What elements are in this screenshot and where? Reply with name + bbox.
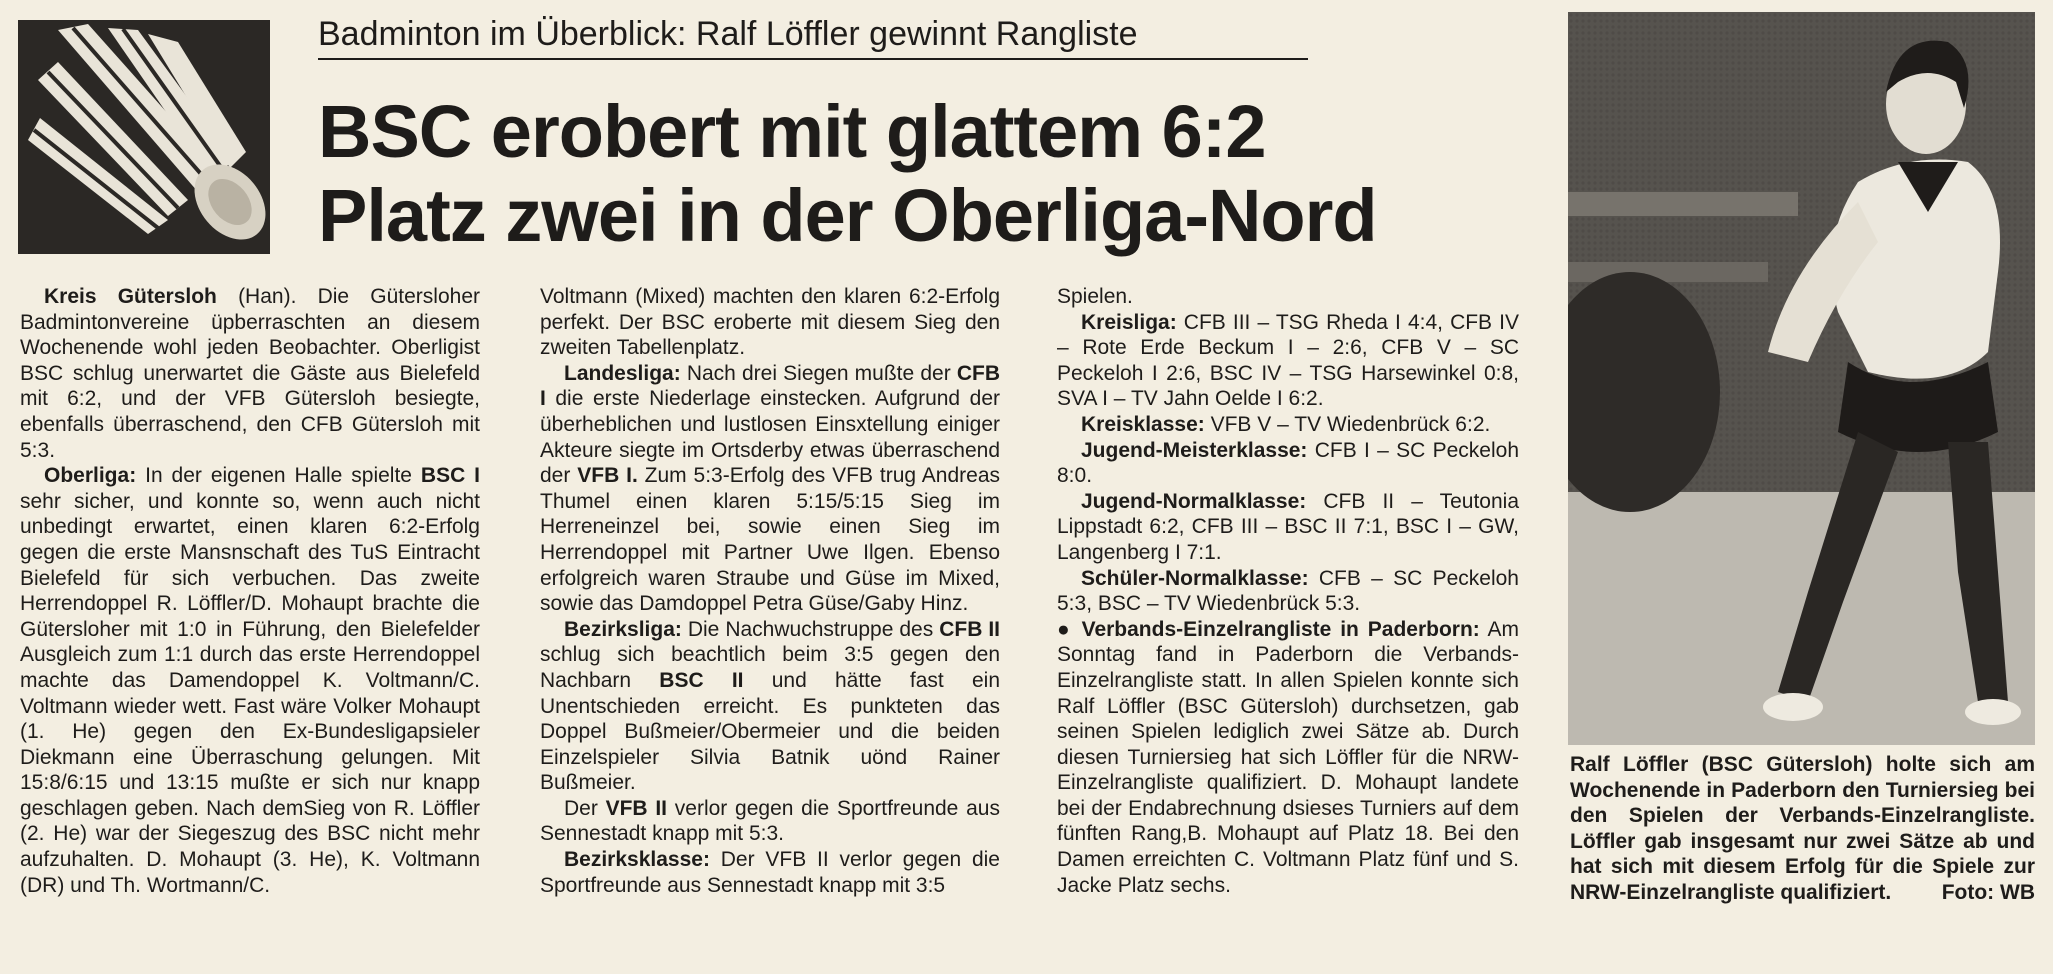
paragraph-jugend-normalklasse: Jugend-Normalklasse: CFB II – Teutonia Lippstadt 6:2, CFB III – BSC II 7:1, BSC I – GW, Langenberg I 7:1. (1057, 489, 1519, 564)
paragraph-bezirksliga: Bezirksliga: Die Nachwuchstruppe des CFB II schlug sich beachtlich beim 3:5 gegen den Nachbarn BSC II und hätte fast ein Unentschieden erreicht. Es punkteten das Doppel Bußmeier/Obermeier und die beiden Einzelspieler Silvia Batnik uönd Rainer Bußmeier. (540, 617, 1001, 795)
paragraph-vfb-ii: Der VFB II verlor gegen die Sportfreunde aus Sennestadt knapp mit 5:3. (540, 796, 1000, 846)
player-photo (1568, 12, 2035, 745)
headline-line-1: BSC erobert mit glattem 6:2 (318, 90, 1266, 173)
paragraph-kreisliga: Kreisliga: CFB III – TSG Rheda I 4:4, CFB IV – Rote Erde Beckum I – 2:6, CFB V – SC Peckeloh I 2:6, BSC IV – TSG Harsewinkel 0:8, SVA I – TV Jahn Oelde I 6:2. (1057, 310, 1519, 411)
main-headline (318, 90, 1518, 258)
paragraph-landesliga: Landesliga: Nach drei Siegen mußte der CFB I die erste Niederlage einstecken. Aufgrund der überheblichen und lustlosen Einsxtellung einiger Akteure siegte im Ortsderby etwas überraschend der VFB I. Zum 5:3-Erfolg des VFB trug Andreas Thumel einen klaren 5:15/5:15 Sieg im Herreneinzel bei, sowie einen Sieg im Herrendoppel mit Partner Uwe Ilgen. Ebenso erfolgreich waren Straube und Güse im Mixed, sowie das Damdoppel Petra Güse/Gaby Hinz. (540, 361, 1000, 616)
paragraph-jugend-meisterklasse: Jugend-Meisterklasse: CFB I – SC Peckeloh 8:0. (1057, 438, 1519, 488)
headline-line-2: Platz zwei in der Oberliga-Nord (318, 174, 1377, 257)
article-column-3 (1057, 284, 1519, 898)
caption-text: Ralf Löffler (BSC Gütersloh) holte sich am Wochenende in Paderborn den Turniersieg bei den Spielen der Verbands-Einzelrangliste. Löffler gab insgesamt nur zwei Sätze ab und hat sich mit diesem Erfolg für die Spiele zur NRW-Einzelrangliste qualifiziert. (1570, 753, 2035, 904)
paragraph-kreisklasse: Kreisklasse: VFB V – TV Wiedenbrück 6:2. (1081, 412, 1491, 436)
paragraph-spielen: Spielen. (1057, 285, 1133, 308)
paragraph-verbands-einzelrangliste: ● Verbands-Einzelrangliste in Paderborn: Am Sonntag fand in Paderborn die Verbands-Einzelrangliste statt. In allen Spielen konnte sich Ralf Löffler (BSC Gütersloh) durchsetzen, gab seinen Spielen lediglich zwei Sätze ab. Durch diesen Turniersieg hat sich Löffler für die NRW-Einzelrangliste qualifiziert. D. Mohaupt landete bei der Endabrechnung dsieses Turniers auf dem fünften Rang,B. Mohaupt auf Platz 18. Bei den Damen erreichten C. Voltmann Platz fünf und S. Jacke Platz sechs. (1057, 617, 1519, 897)
article-column-2 (540, 284, 1000, 898)
shuttlecock-image (18, 20, 270, 254)
paragraph-bezirksklasse: Bezirksklasse: Der VFB II verlor gegen die Sportfreunde aus Sennestadt knapp mit 3:5 (540, 848, 1000, 897)
photo-credit: Foto: WB (1941, 880, 2035, 904)
paragraph-schueler-normalklasse: Schüler-Normalklasse: CFB – SC Peckeloh 5:3, BSC – TV Wiedenbrück 5:3. (1057, 566, 1519, 616)
article-column-1 (20, 284, 480, 898)
photo-caption (1570, 752, 2035, 906)
kicker-headline: Badminton im Überblick: Ralf Löffler gewinnt Rangliste (318, 14, 1308, 60)
paragraph-oberliga: Oberliga: In der eigenen Halle spielte BSC I sehr sicher, und konnte so, wenn auch nicht unbedingt erwartet, einen klaren 6:2-Erfolg gegen die erste Mansnschaft des TuS Eintracht Bielefeld für sich verbuchen. Das zweite Herrendoppel R. Löffler/D. Mohaupt brachte die Gütersloher mit 1:0 in Führung, den Bielefelder Ausgleich zum 1:1 durch das erste Herrendoppel machte das Damendoppel K. Voltmann/C. Voltmann wieder wett. Fast wäre Volker Mohaupt (1. He) gegen den Ex-Bundesligapsieler Diekmann eine Überraschung gelungen. Mit 15:8/6:15 und 13:15 mußte er sich nur knapp geschlagen geben. Nach demSieg von R. Löffler (2. He) war der Siegeszug des BSC nicht mehr aufzuhalten. D. Mohaupt (3. He), K. Voltmann (DR) und Th. Wortmann/C. (20, 464, 481, 897)
paragraph-continuation: Voltmann (Mixed) machten den klaren 6:2-Erfolg perfekt. Der BSC eroberte mit diesem Sieg den zweiten Tabellenplatz. (540, 285, 1000, 360)
paragraph-intro: Kreis Gütersloh (Han). Die Gütersloher Badmintonvereine üpberraschten an diesem Wochenende wohl jeden Beobachter. Oberligist BSC schlug unerwartet die Gäste aus Bielefeld mit 6:2, und der VFB Gütersloh besiegte, ebenfalls überraschend, den CFB Gütersloh mit 5:3. (20, 285, 480, 462)
